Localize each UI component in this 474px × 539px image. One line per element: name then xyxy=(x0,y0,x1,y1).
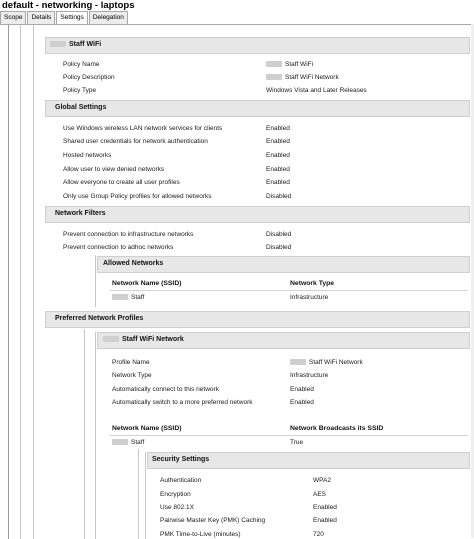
profile-setting-value: Infrastructure xyxy=(290,372,329,379)
profile-setting-label: Profile Name xyxy=(112,359,150,366)
allowed-networks-title: Allowed Networks xyxy=(103,260,164,267)
redacted-block xyxy=(112,439,128,445)
policy-header-bar[interactable] xyxy=(45,37,470,54)
tree-guide-line xyxy=(20,25,21,539)
allowed-network-ssid xyxy=(112,294,144,301)
preferred-profiles-title: Preferred Network Profiles xyxy=(55,315,144,322)
allowed-col-name-header: Network Name (SSID) xyxy=(112,280,182,287)
global-setting-label: Shared user credentials for network authentication xyxy=(63,138,208,145)
tree-guide-line xyxy=(8,25,9,539)
global-setting-value: Enabled xyxy=(266,152,290,159)
global-setting-value: Enabled xyxy=(266,179,290,186)
allowed-network-type: Infrastructure xyxy=(290,294,329,301)
tree-guide-line xyxy=(138,449,139,539)
profile-header-text: Staff WiFi Network xyxy=(122,336,184,343)
profile-ssid xyxy=(112,439,144,446)
policy-header-name: Staff WiFi xyxy=(69,41,102,48)
global-setting-value: Enabled xyxy=(266,125,290,132)
global-settings-title: Global Settings xyxy=(55,104,107,111)
security-setting-value: AES xyxy=(313,491,327,498)
global-setting-value: Enabled xyxy=(266,166,290,173)
policy-name-value xyxy=(266,61,313,68)
tree-guide-line xyxy=(95,255,96,307)
redacted-block xyxy=(290,359,306,365)
global-setting-value: Disabled xyxy=(266,193,292,200)
tab-bar xyxy=(0,11,129,24)
filter-value: Disabled xyxy=(266,231,292,238)
allowed-col-type-header: Network Type xyxy=(290,280,335,287)
global-setting-label: Allow everyone to create all user profiles xyxy=(63,179,180,186)
profile-col-broadcast-header: Network Broadcasts its SSID xyxy=(290,425,384,432)
policy-name-text: Staff WiFi xyxy=(285,61,314,68)
security-setting-value: WPA2 xyxy=(313,477,331,484)
security-setting-value: Enabled xyxy=(313,517,337,524)
redacted-block xyxy=(103,336,119,342)
policy-desc-text: Staff WiFi Network xyxy=(285,74,339,81)
global-settings-bar[interactable] xyxy=(45,100,470,117)
redacted-block xyxy=(266,74,282,80)
redacted-block xyxy=(112,294,128,300)
global-setting-label: Only use Group Policy profiles for allowed networks xyxy=(63,193,212,200)
filter-label: Prevent connection to infrastructure networks xyxy=(63,231,194,238)
profile-setting-label: Automatically connect to this network xyxy=(112,386,219,393)
column-header-separator xyxy=(110,290,468,291)
network-filters-bar[interactable] xyxy=(45,206,470,223)
policy-type-value: Windows Vista and Later Releases xyxy=(266,87,367,94)
redacted-block xyxy=(266,61,282,67)
tab-details[interactable]: Details xyxy=(27,11,55,24)
security-setting-label: Use 802.1X xyxy=(160,504,194,511)
security-setting-label: Authentication xyxy=(160,477,202,484)
settings-report-pane xyxy=(0,24,474,539)
profile-setting-value: Enabled xyxy=(290,386,314,393)
policy-type-label: Policy Type xyxy=(63,87,97,94)
redacted-block xyxy=(50,41,66,47)
column-header-separator xyxy=(110,435,468,436)
profile-ssid-text: Staff xyxy=(131,439,145,446)
security-setting-value: Enabled xyxy=(313,504,337,511)
policy-desc-value xyxy=(266,74,339,81)
security-setting-label: Encryption xyxy=(160,491,191,498)
global-setting-value: Enabled xyxy=(266,138,290,145)
security-setting-label: PMK Time-to-Live (minutes) xyxy=(160,531,241,538)
tree-guide-line xyxy=(84,329,85,539)
security-setting-value: 720 xyxy=(313,531,324,538)
tree-guide-line xyxy=(33,25,34,539)
tree-guide-line xyxy=(145,452,146,539)
security-settings-title: Security Settings xyxy=(152,456,210,463)
filter-value: Disabled xyxy=(266,244,292,251)
policy-name-label: Policy Name xyxy=(63,61,100,68)
profile-setting-value xyxy=(290,359,363,366)
network-filters-title: Network Filters xyxy=(55,210,106,217)
window-title: default - networking - laptops xyxy=(2,0,135,11)
profile-setting-label: Network Type xyxy=(112,372,152,379)
tree-guide-line xyxy=(95,332,96,539)
policy-desc-label: Policy Description xyxy=(63,74,115,81)
security-setting-label: Pairwise Master Key (PMK) Caching xyxy=(160,517,266,524)
tab-delegation[interactable]: Delegation xyxy=(89,11,128,24)
policy-header-title xyxy=(50,41,101,48)
global-setting-label: Use Windows wireless LAN network services for clients xyxy=(63,125,223,132)
profile-setting-label: Automatically switch to a more preferred network xyxy=(112,399,253,406)
profile-col-name-header: Network Name (SSID) xyxy=(112,425,182,432)
allowed-network-ssid-text: Staff xyxy=(131,294,145,301)
global-setting-label: Hosted networks xyxy=(63,152,112,159)
tab-settings[interactable]: Settings xyxy=(56,11,88,25)
global-setting-label: Allow user to view denied networks xyxy=(63,166,165,173)
profile-setting-value: Enabled xyxy=(290,399,314,406)
profile-header-title xyxy=(103,336,184,343)
filter-label: Prevent connection to adhoc networks xyxy=(63,244,174,251)
profile-name-text: Staff WiFi Network xyxy=(309,359,363,366)
tab-scope[interactable]: Scope xyxy=(0,11,26,24)
profile-ssid-broadcast: True xyxy=(290,439,304,446)
